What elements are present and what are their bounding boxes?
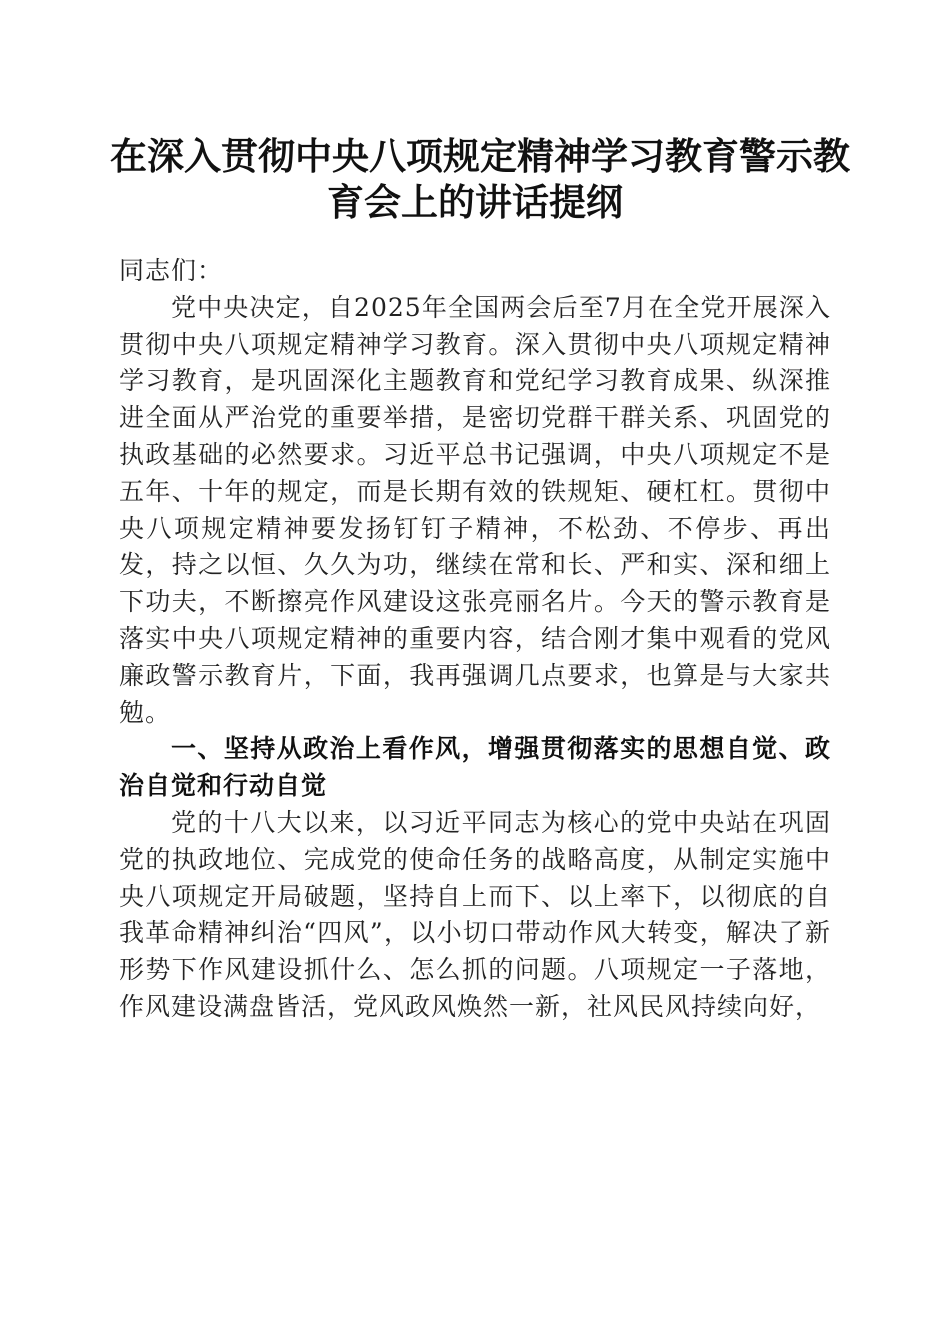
document-body xyxy=(119,253,831,1026)
salutation: 同志们： xyxy=(119,256,224,285)
title-line-1: 在深入贯彻中央八项规定精神学习教育警示教 xyxy=(110,134,850,178)
paragraph-intro: 党中央决定，自2025年全国两会后至7月在全党开展深入贯彻中央八项规定精神学习教育。深入贯彻中央八项规定精神学习教育，是巩固深化主题教育和党纪学习教育成果、纵深推进全面从严治党的重要举措，是密切党群干群关系、巩固党的执政基础的必然要求。习近平总书记强调，中央八项规定不是五年、十年的规定，而是长期有效的铁规矩、硬杠杠。贯彻中央八项规定精神要发扬钉钉子精神，不松劲、不停步、再出发，持之以恒、久久为功，继续在常和长、严和实、深和细上下功夫，不断擦亮作风建设这张亮丽名片。今天的警示教育是落实中央八项规定精神的重要内容，结合刚才集中观看的党风廉政警示教育片，下面，我再强调几点要求，也算是与大家共勉。 xyxy=(119,292,831,727)
document-title xyxy=(110,133,850,225)
title-line-2: 育会上的讲话提纲 xyxy=(327,180,623,224)
paragraph-section-1: 党的十八大以来，以习近平同志为核心的党中央站在巩固党的执政地位、完成党的使命任务的战略高度，从制定实施中央八项规定开局破题，坚持自上而下、以上率下，以彻底的自我革命精神纠治“四风”，以小切口带动作风大转变，解决了新形势下作风建设抓什么、怎么抓的问题。八项规定一子落地，作风建设满盘皆活，党风政风焕然一新，社风民风持续向好， xyxy=(119,807,831,1021)
section-heading-1: 一、坚持从政治上看作风，增强贯彻落实的思想自觉、政治自觉和行动自觉 xyxy=(119,734,831,801)
